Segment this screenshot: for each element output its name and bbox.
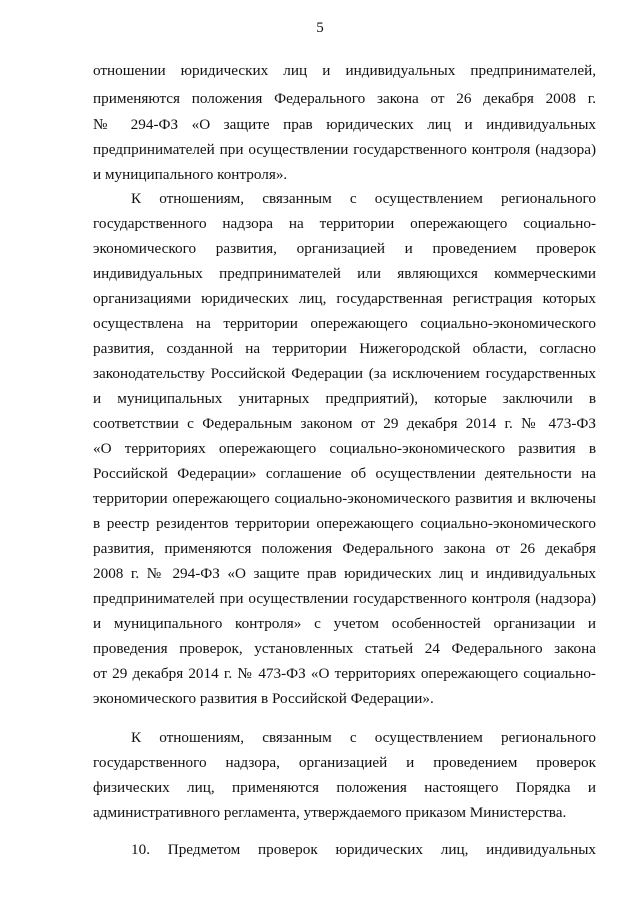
text-line: административного регламента, утверждаемого приказом Министерства.	[93, 804, 567, 821]
text-line: 2008 г. № 294-ФЗ «О защите прав юридических лиц и индивидуальных	[93, 565, 596, 582]
text-line: территории опережающего социально-экономического развития и включены	[93, 490, 596, 507]
text-line: экономического развития, организацией и проведением проверок	[93, 240, 596, 257]
text-line: и муниципального контроля».	[93, 166, 288, 183]
text-line: физических лиц, применяются положения настоящего Порядка и	[93, 779, 596, 796]
text-line: экономического развития в Российской Федерации».	[93, 690, 434, 707]
paragraph-first-line: 10. Предметом проверок юридических лиц, индивидуальных	[131, 841, 596, 858]
page-number: 5	[316, 20, 324, 36]
text-line: № 294-ФЗ «О защите прав юридических лиц и индивидуальных	[93, 116, 596, 133]
text-line: развития, созданной на территории Нижегородской области, согласно	[93, 340, 596, 357]
text-line: развития, применяются положения Федерального закона от 26 декабря	[93, 540, 596, 557]
text-line: законодательству Российской Федерации (за исключением государственных	[93, 365, 596, 382]
text-line: предпринимателей при осуществлении государственного контроля (надзора)	[93, 590, 596, 607]
text-line: и муниципального контроля» с учетом особенностей организации и	[93, 615, 596, 632]
text-line: организациями юридических лиц, государственная регистрация которых	[93, 290, 596, 307]
paragraph-first-line: К отношениям, связанным с осуществлением регионального	[131, 729, 596, 746]
text-line: индивидуальных предпринимателей или являющихся коммерческими	[93, 265, 596, 282]
text-line: применяются положения Федерального закона от 26 декабря 2008 г.	[93, 90, 596, 107]
text-line: соответствии с Федеральным законом от 29 декабря 2014 г. № 473-ФЗ	[93, 415, 596, 432]
text-line: государственного надзора, организацией и проведением проверок	[93, 754, 596, 771]
text-line: отношении юридических лиц и индивидуальных предпринимателей,	[93, 62, 596, 79]
text-line: от 29 декабря 2014 г. № 473-ФЗ «О территориях опережающего социально-	[93, 665, 596, 682]
text-line: Российской Федерации» соглашение об осуществлении деятельности на	[93, 465, 596, 482]
text-line: в реестр резидентов территории опережающего социально-экономического	[93, 515, 596, 532]
paragraph-first-line: К отношениям, связанным с осуществлением регионального	[131, 190, 596, 207]
text-line: осуществлена на территории опережающего социально-экономического	[93, 315, 596, 332]
text-line: государственного надзора на территории опережающего социально-	[93, 215, 596, 232]
text-line: «О территориях опережающего социально-экономического развития в	[93, 440, 596, 457]
text-line: предпринимателей при осуществлении государственного контроля (надзора)	[93, 141, 596, 158]
text-line: и муниципальных унитарных предприятий), которые заключили в	[93, 390, 596, 407]
text-line: проведения проверок, установленных статьей 24 Федерального закона	[93, 640, 596, 657]
